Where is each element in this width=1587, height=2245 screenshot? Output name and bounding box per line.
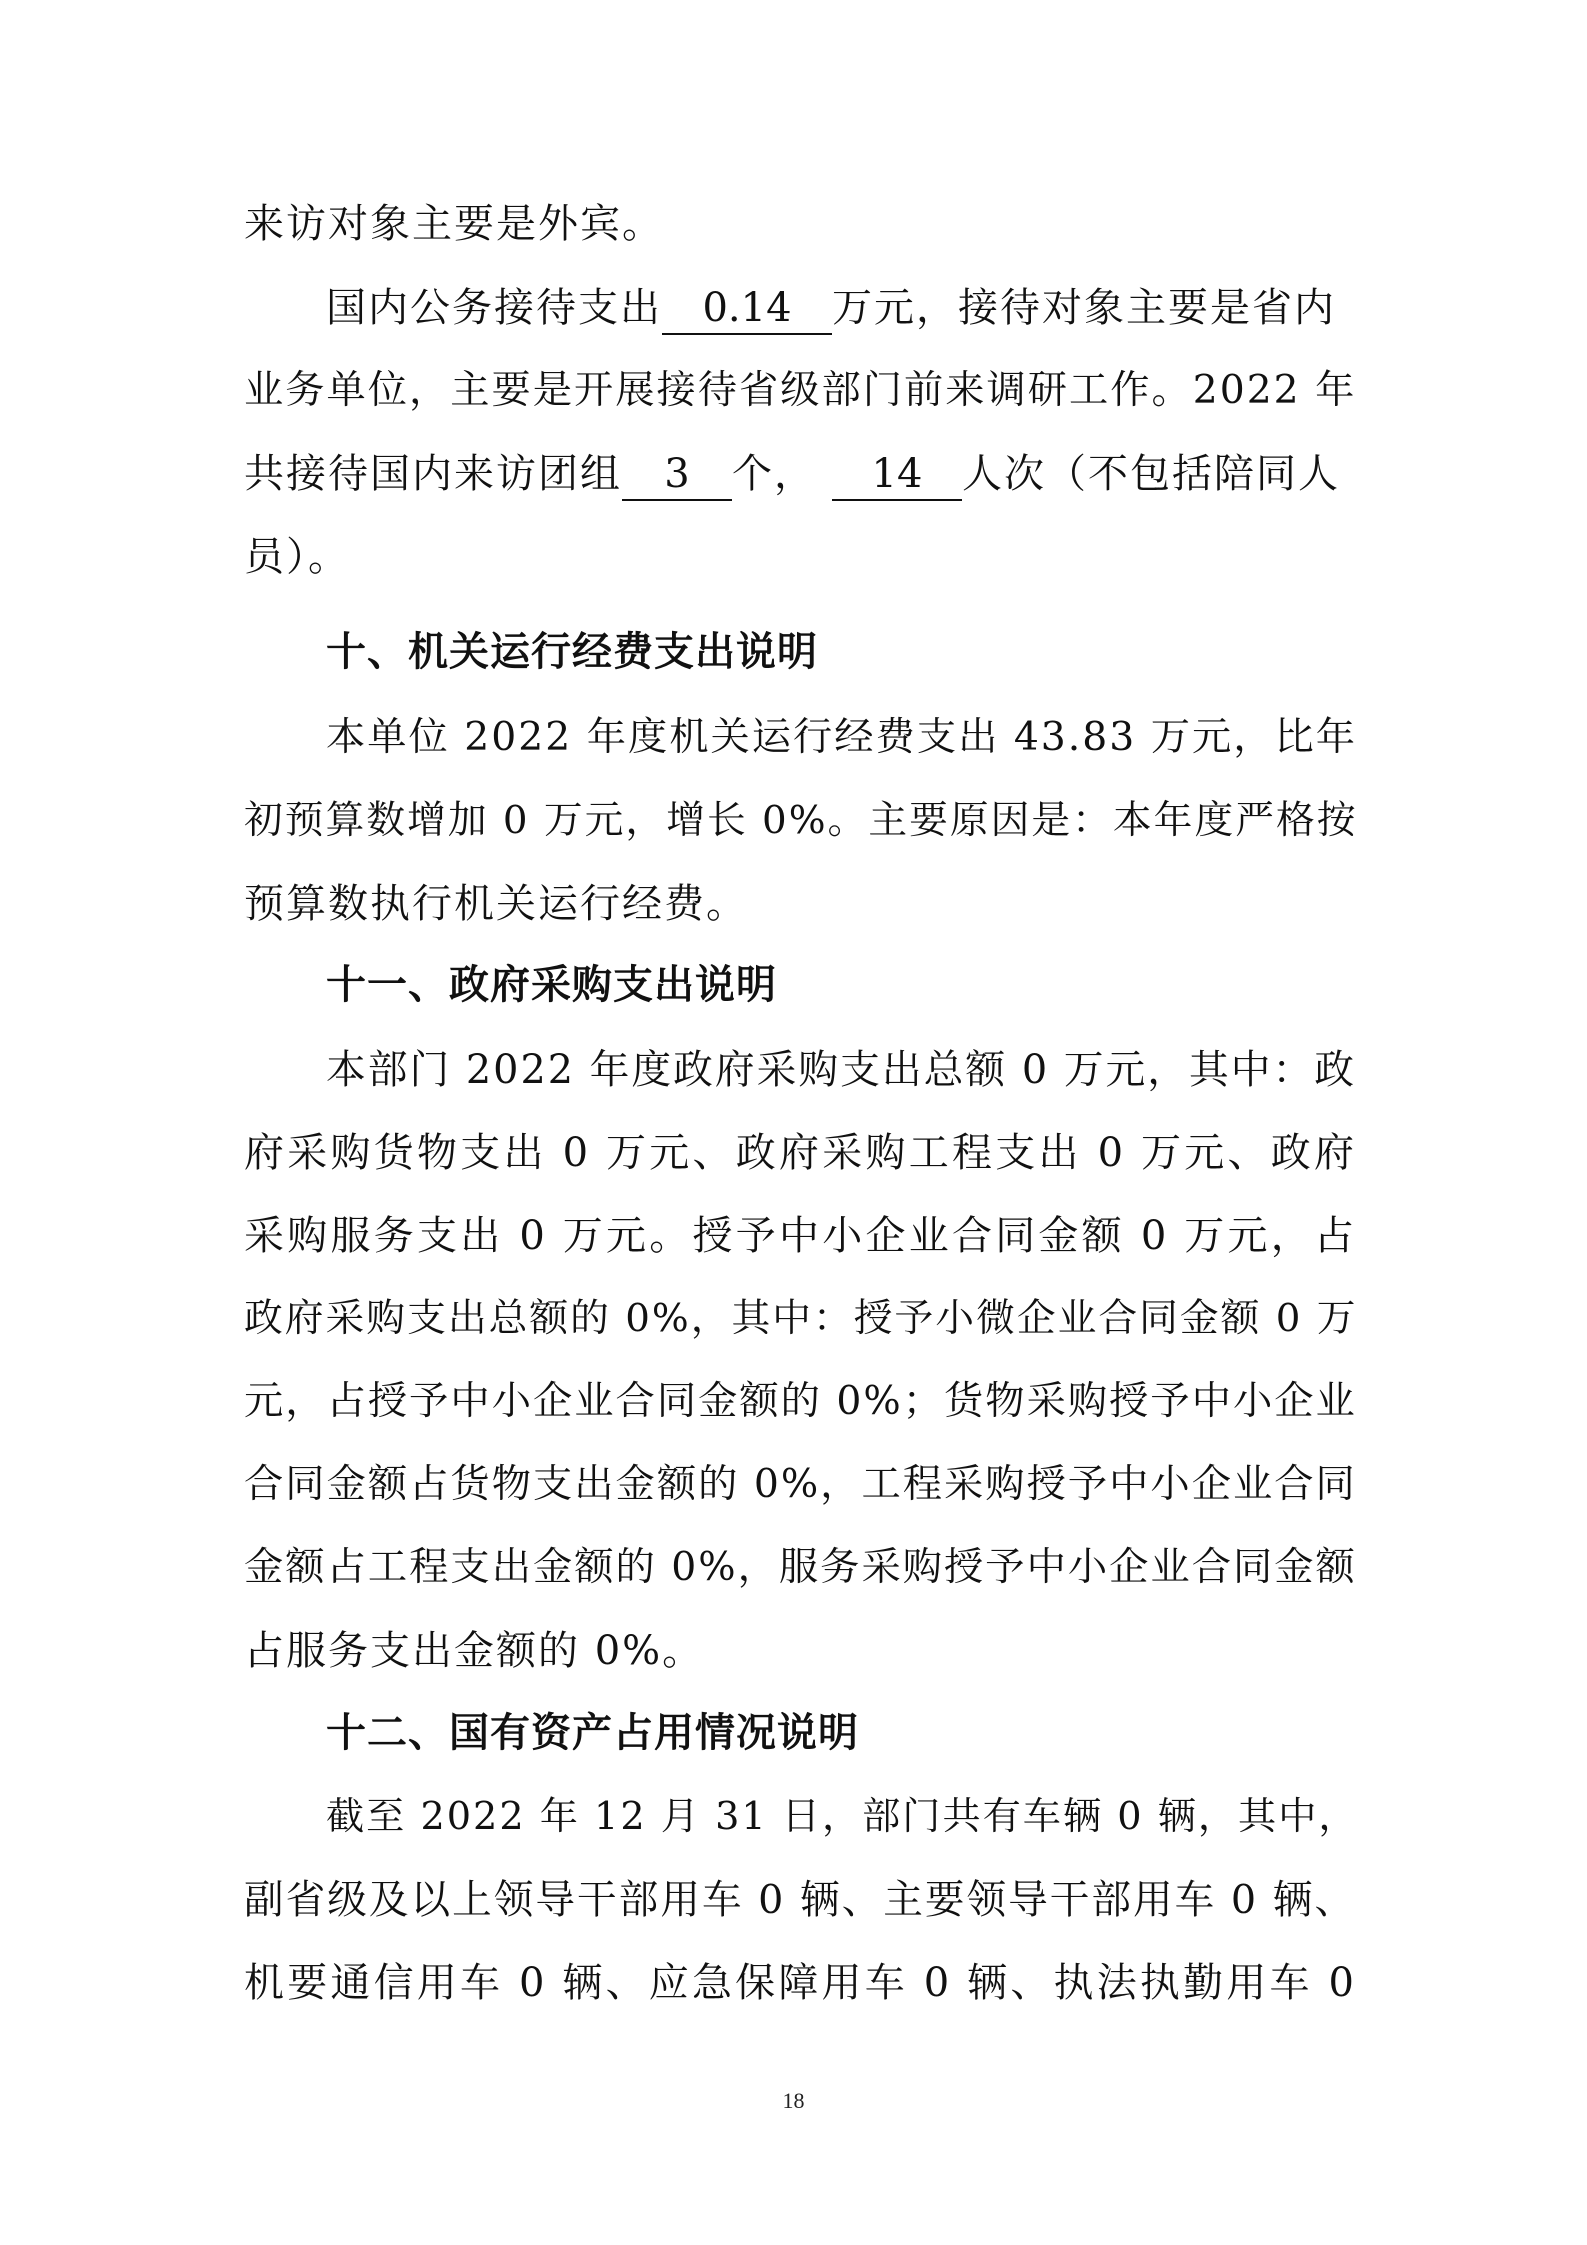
- section-11-line-3: 采购服务支出 0 万元。授予中小企业合同金额 0 万元，占: [244, 1213, 1356, 1259]
- domestic-prefix: 国内公务接待支出: [326, 285, 662, 331]
- groups-count-blank: 3: [622, 449, 732, 501]
- intro-text: 来访对象主要是外宾。: [244, 201, 664, 247]
- domestic-reception-line-2: 业务单位，主要是开展接待省级部门前来调研工作。2022 年: [244, 368, 1357, 413]
- section-11-line-8: 占服务支出金额的 0%。: [244, 1628, 705, 1674]
- groups-prefix: 共接待国内来访团组: [244, 451, 622, 497]
- paragraph-line: [244, 194, 1356, 254]
- section-11-line-2: 府采购货物支出 0 万元、政府采购工程支出 0 万元、政府: [244, 1130, 1356, 1176]
- section-10-line-1: 本单位 2022 年度机关运行经费支出 43.83 万元，比年: [326, 715, 1358, 760]
- groups-mid: 个，: [732, 451, 816, 497]
- section-10-heading: 十、机关运行经费支出说明: [326, 629, 818, 675]
- section-12-line-3: 机要通信用车 0 辆、应急保障用车 0 辆、执法执勤用车 0: [244, 1960, 1356, 2006]
- section-11-heading: 十一、政府采购支出说明: [326, 962, 777, 1008]
- section-11-line-1: 本部门 2022 年度政府采购支出总额 0 万元，其中：政: [326, 1047, 1356, 1093]
- domestic-reception-line-1: [326, 278, 1356, 338]
- persons-count-blank: 14: [832, 449, 962, 501]
- domestic-reception-line-3: [244, 444, 1356, 504]
- persons-suffix: 人次（不包括陪同人: [962, 451, 1340, 497]
- domestic-reception-line-4: 员）。: [244, 534, 350, 580]
- section-11-line-7: 金额占工程支出金额的 0%，服务采购授予中小企业合同金额: [244, 1545, 1357, 1590]
- section-12-heading: 十二、国有资产占用情况说明: [326, 1710, 859, 1756]
- domestic-after-amount: 万元，接待对象主要是省内: [832, 285, 1336, 331]
- section-12-line-1: 截至 2022 年 12 月 31 日，部门共有车辆 0 辆，其中，: [326, 1795, 1359, 1839]
- section-10-line-2: 初预算数增加 0 万元，增长 0%。主要原因是：本年度严格按: [244, 798, 1358, 843]
- page-number: 18: [782, 2088, 805, 2113]
- section-11-line-5: 元，占授予中小企业合同金额的 0%；货物采购授予中小企业: [244, 1379, 1357, 1424]
- section-12-line-2: 副省级及以上领导干部用车 0 辆、主要领导干部用车 0 辆、: [244, 1877, 1356, 1923]
- section-11-line-4: 政府采购支出总额的 0%，其中：授予小微企业合同金额 0 万: [244, 1296, 1358, 1341]
- section-11-line-6: 合同金额占货物支出金额的 0%，工程采购授予中小企业合同: [244, 1462, 1357, 1507]
- domestic-amount-blank: 0.14: [662, 283, 832, 335]
- section-10-line-3: 预算数执行机关运行经费。: [244, 881, 748, 927]
